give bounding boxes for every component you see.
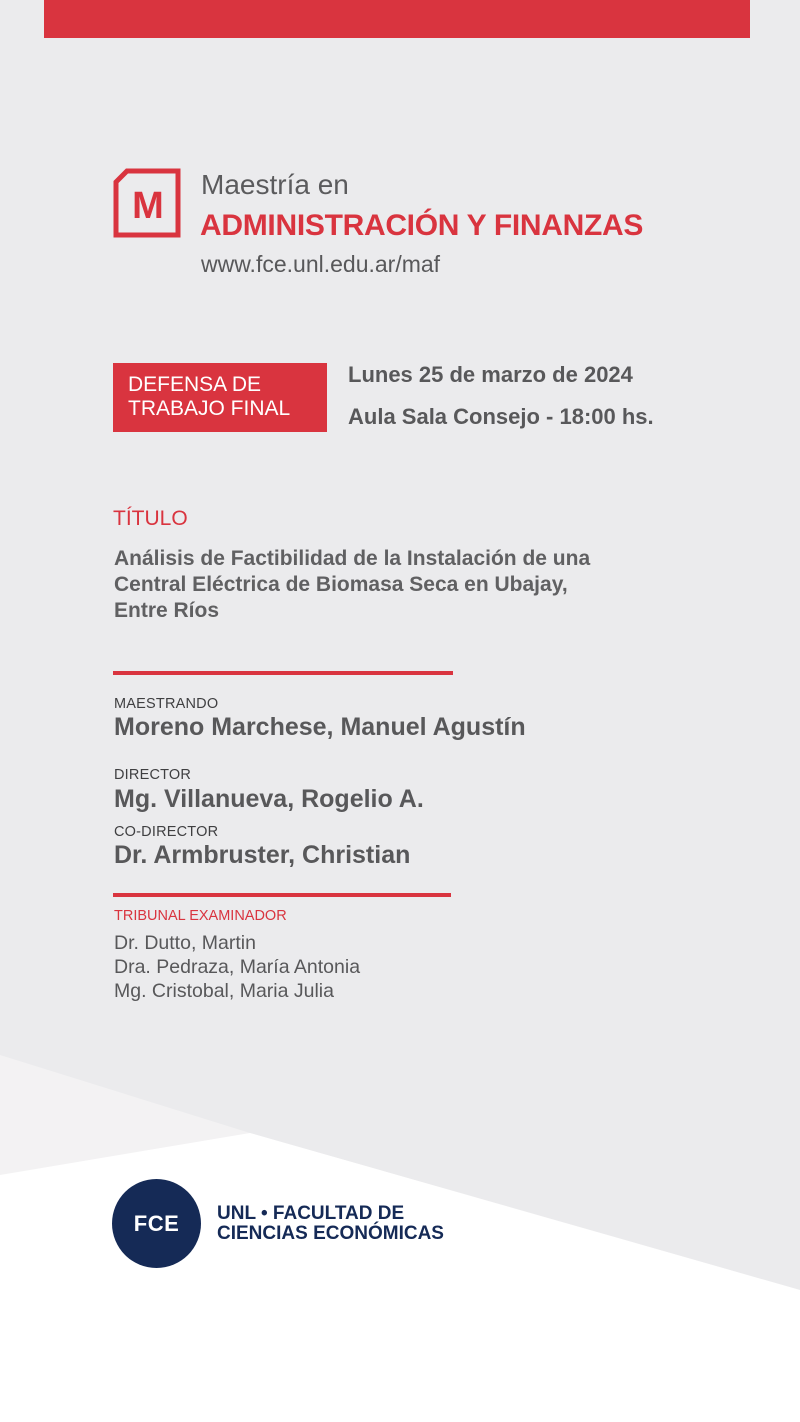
maestria-m-logo-icon xyxy=(113,168,181,238)
tribunal-list xyxy=(114,931,360,1003)
thesis-title xyxy=(114,546,674,624)
event-place: Aula Sala Consejo - 18:00 hs. xyxy=(348,404,654,429)
divider xyxy=(113,671,453,675)
director-name: Mg. Villanueva, Rogelio A. xyxy=(114,785,424,813)
maestrando-name: Moreno Marchese, Manuel Agustín xyxy=(114,713,526,741)
logo-letter: M xyxy=(132,185,164,227)
program-subtitle: Maestría en xyxy=(201,169,349,200)
maestrando-label: MAESTRANDO xyxy=(114,696,219,712)
director-label: DIRECTOR xyxy=(114,767,192,783)
thesis-title-line: Análisis de Factibilidad de la Instalación de una xyxy=(114,547,591,570)
faculty-name-line1: UNL • FACULTAD DE xyxy=(217,1203,405,1224)
tribunal-label: TRIBUNAL EXAMINADOR xyxy=(114,908,287,924)
event-type-line2: TRABAJO FINAL xyxy=(128,397,291,420)
codirector-label: CO-DIRECTOR xyxy=(114,824,219,840)
faculty-name-line2: CIENCIAS ECONÓMICAS xyxy=(217,1223,444,1244)
thesis-title-line: Central Eléctrica de Biomasa Seca en Ubajay, xyxy=(114,573,568,596)
tribunal-member: Dr. Dutto, Martin xyxy=(114,932,256,954)
thesis-title-line: Entre Ríos xyxy=(114,599,220,622)
thesis-title-label: TÍTULO xyxy=(113,507,188,530)
program-url: www.fce.unl.edu.ar/maf xyxy=(201,251,441,277)
fce-logo: FCE xyxy=(112,1179,201,1268)
tribunal-member: Mg. Cristobal, Maria Julia xyxy=(114,980,334,1002)
event-type-badge xyxy=(113,363,327,432)
event-date: Lunes 25 de marzo de 2024 xyxy=(348,362,633,387)
tribunal-member: Dra. Pedraza, María Antonia xyxy=(114,956,361,978)
codirector-name: Dr. Armbruster, Christian xyxy=(114,841,411,869)
divider xyxy=(113,893,451,897)
event-type-line1: DEFENSA DE xyxy=(128,373,262,396)
program-name: ADMINISTRACIÓN Y FINANZAS xyxy=(200,209,644,242)
